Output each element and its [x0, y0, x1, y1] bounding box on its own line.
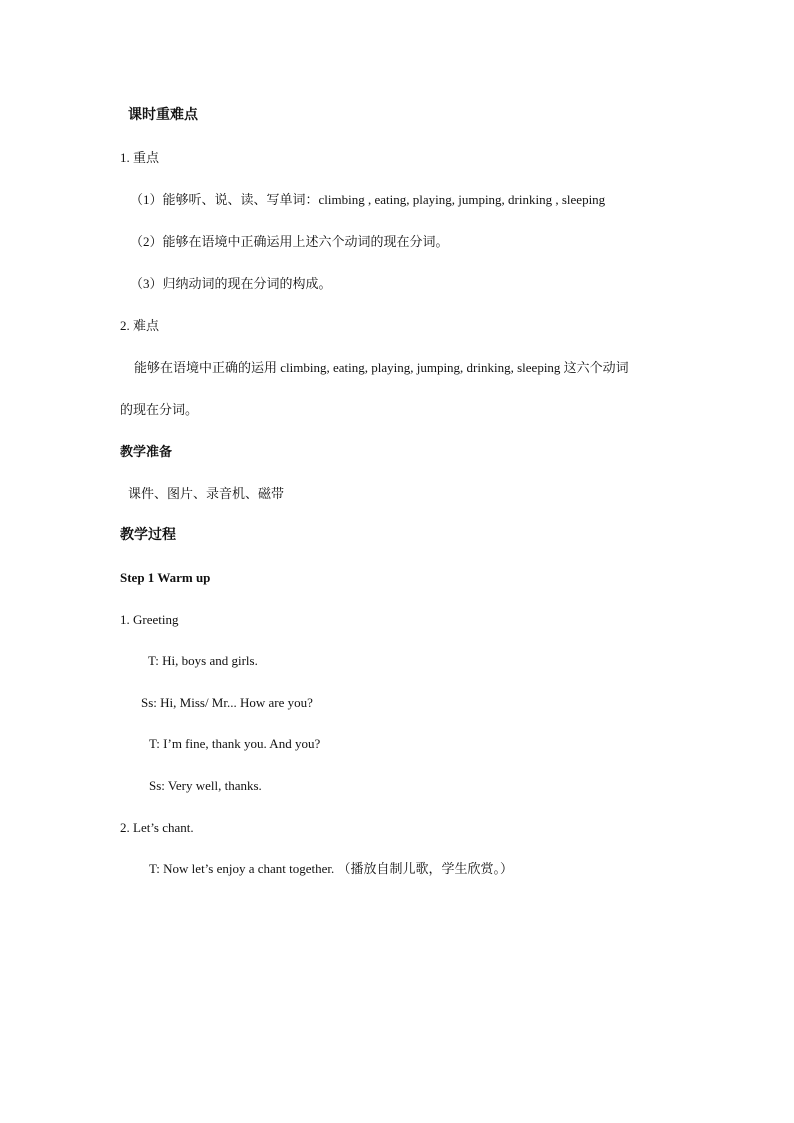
difficulty-heading: 2. 难点: [120, 318, 160, 333]
prep-heading: 教学准备: [120, 444, 173, 459]
prep-text: 课件、图片、录音机、磁带: [128, 486, 285, 501]
focus-item-1: （1）能够听、说、读、写单词：climbing , eating, playing, jumping, drinking , sleeping: [130, 192, 606, 207]
chant-text: T: Now let’s enjoy a chant together. （播放自制儿歌，学生欣赏。）: [149, 861, 514, 876]
focus-item-3: （3）归纳动词的现在分词的构成。: [130, 276, 332, 291]
dialog-line-1: T: Hi, boys and girls.: [148, 653, 258, 668]
chant-heading: 2. Let’s chant.: [120, 820, 194, 835]
greeting-heading: 1. Greeting: [120, 612, 179, 627]
process-heading: 教学过程: [120, 528, 176, 543]
section-title-key-points: 课时重难点: [128, 108, 198, 123]
step1-heading: Step 1 Warm up: [120, 570, 211, 585]
focus-heading: 1. 重点: [120, 150, 160, 165]
dialog-line-3: T: I’m fine, thank you. And you?: [149, 736, 321, 751]
dialog-line-2: Ss: Hi, Miss/ Mr... How are you?: [141, 695, 313, 710]
dialog-line-4: Ss: Very well, thanks.: [149, 778, 262, 793]
difficulty-text-line-2: 的现在分词。: [120, 402, 199, 417]
focus-item-2: （2）能够在语境中正确运用上述六个动词的现在分词。: [130, 234, 449, 249]
difficulty-text-line-1: 能够在语境中正确的运用 climbing, eating, playing, jumping, drinking, sleeping 这六个动词: [134, 360, 629, 375]
